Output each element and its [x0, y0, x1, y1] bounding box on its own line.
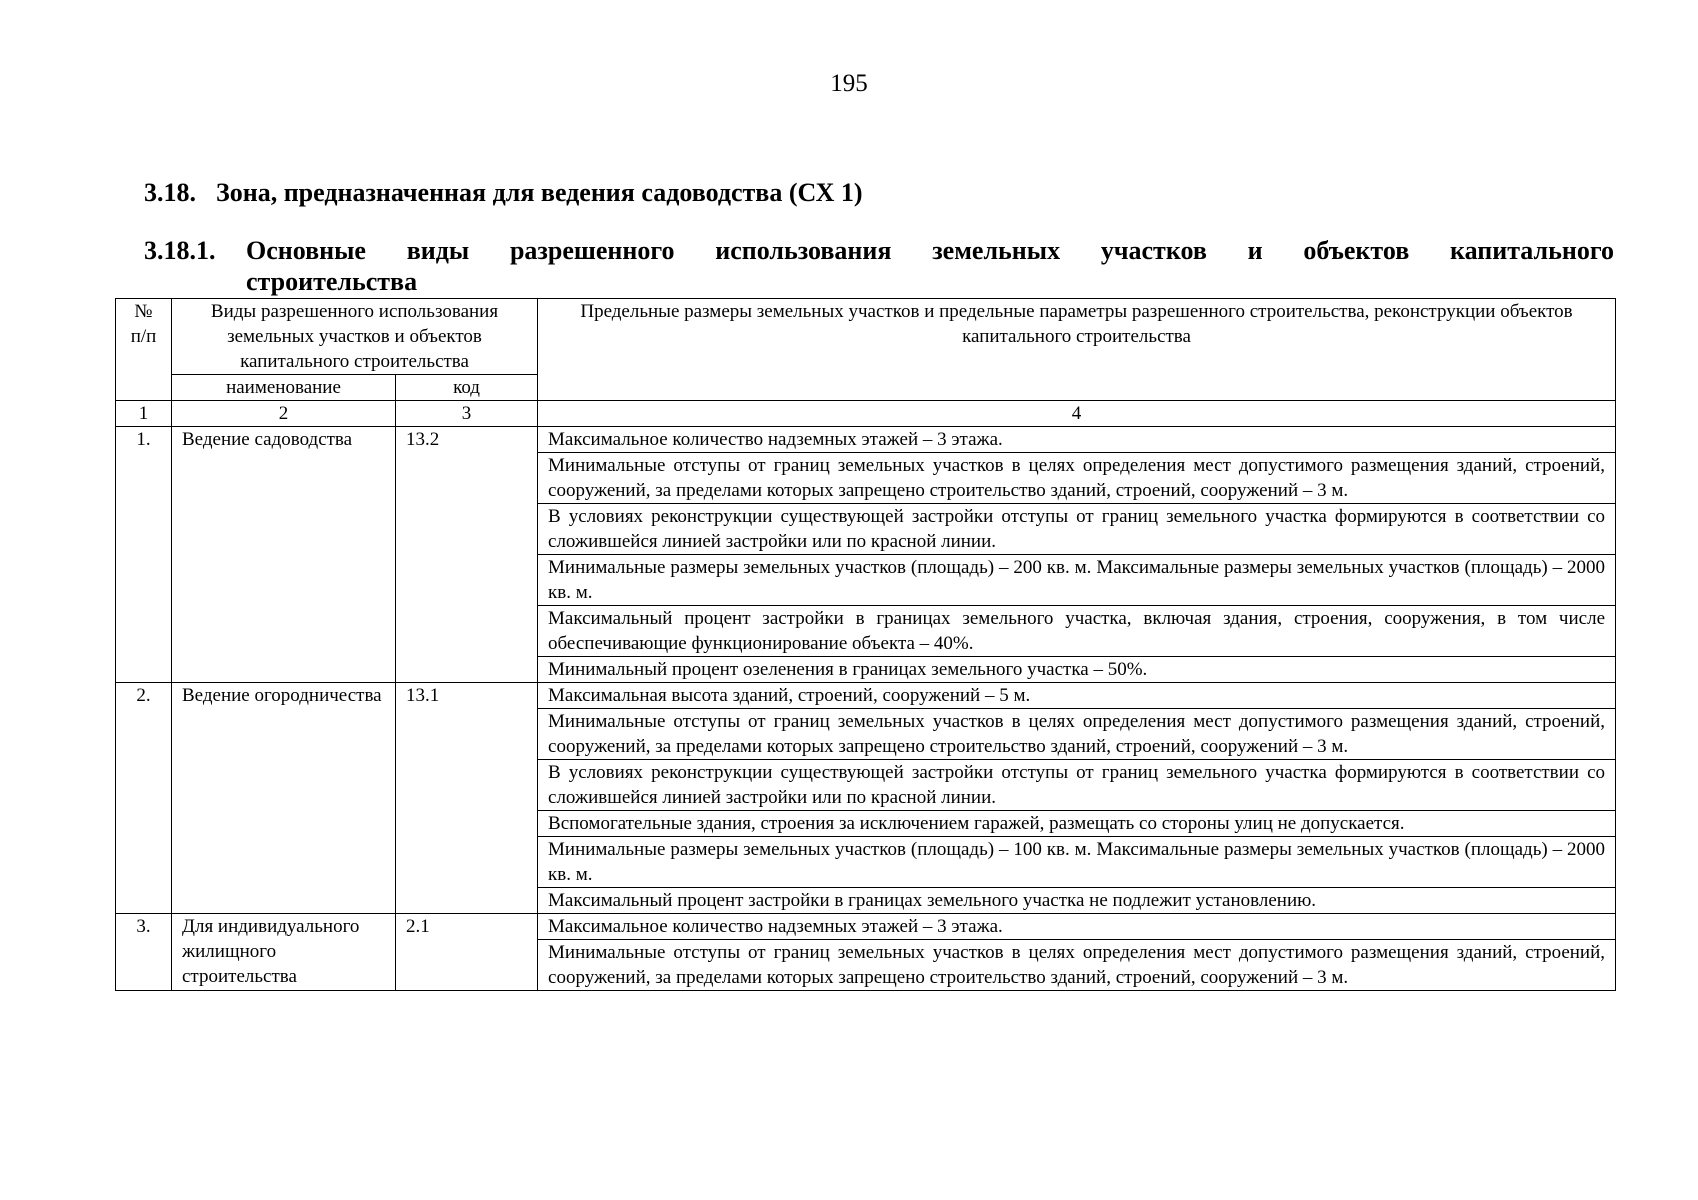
column-number-2: 2: [172, 401, 396, 427]
column-number-3: 3: [396, 401, 538, 427]
header-code: код: [396, 375, 538, 401]
section-number: 3.18.: [144, 178, 196, 207]
parameter-cell: Максимальный процент застройки в границах земельного участка не подлежит установлению.: [538, 888, 1616, 914]
parameter-cell: Минимальные размеры земельных участков (площадь) – 100 кв. м. Максимальные размеры земельных участков (площадь) – 2000 кв. м.: [538, 837, 1616, 888]
subsection-title-line1: Основные виды разрешенного использования земельных участков и объектов капитального: [246, 236, 1614, 265]
parameter-cell: Минимальные отступы от границ земельных участков в целях определения мест допустимого размещения зданий, строений, сооружений, за пределами которых запрещено строительство зданий, строений, сооружений – 3 м.: [538, 709, 1616, 760]
subsection-heading: [144, 235, 1614, 297]
use-type-code: 13.1: [396, 683, 538, 914]
parameter-cell: Максимальное количество надземных этажей – 3 этажа.: [538, 914, 1616, 940]
section-heading: [144, 178, 863, 208]
table-row: [116, 427, 1616, 453]
header-name: наименование: [172, 375, 396, 401]
table-row: [116, 683, 1616, 709]
use-type-name: Для индивидуального жилищного строительства: [172, 914, 396, 991]
row-number: 3.: [116, 914, 172, 991]
column-number-1: 1: [116, 401, 172, 427]
parameter-cell: Максимальное количество надземных этажей – 3 этажа.: [538, 427, 1616, 453]
table-row: [116, 914, 1616, 940]
parameter-cell: Минимальные отступы от границ земельных участков в целях определения мест допустимого размещения зданий, строений, сооружений, за пределами которых запрещено строительство зданий, строений, сооружений – 3 м.: [538, 940, 1616, 991]
parameter-cell: Максимальная высота зданий, строений, сооружений – 5 м.: [538, 683, 1616, 709]
use-type-name: Ведение садоводства: [172, 427, 396, 683]
use-type-name: Ведение огородничества: [172, 683, 396, 914]
land-use-table: [115, 298, 1616, 991]
use-type-code: 2.1: [396, 914, 538, 991]
row-number: 2.: [116, 683, 172, 914]
row-number: 1.: [116, 427, 172, 683]
header-use-types: Виды разрешенного использования земельных участков и объектов капитального строительства: [172, 299, 538, 375]
subsection-title-line2: строительства: [246, 267, 418, 296]
column-number-4: 4: [538, 401, 1616, 427]
parameter-cell: Минимальные отступы от границ земельных участков в целях определения мест допустимого размещения зданий, строений, сооружений, за пределами которых запрещено строительство зданий, строений, сооружений – 3 м.: [538, 453, 1616, 504]
header-parameters: Предельные размеры земельных участков и предельные параметры разрешенного строительства, реконструкции объектов капитального строительства: [538, 299, 1616, 401]
parameter-cell: Вспомогательные здания, строения за исключением гаражей, размещать со стороны улиц не допускается.: [538, 811, 1616, 837]
section-title: Зона, предназначенная для ведения садоводства (СХ 1): [216, 178, 863, 207]
subsection-number: 3.18.1.: [144, 236, 216, 265]
page-number: 195: [830, 70, 868, 97]
parameter-cell: В условиях реконструкции существующей застройки отступы от границ земельного участка формируются в соответствии со сложившейся линией застройки или по красной линии.: [538, 504, 1616, 555]
parameter-cell: Минимальный процент озеленения в границах земельного участка – 50%.: [538, 657, 1616, 683]
header-number: № п/п: [116, 299, 172, 401]
parameter-cell: В условиях реконструкции существующей застройки отступы от границ земельного участка формируются в соответствии со сложившейся линией застройки или по красной линии.: [538, 760, 1616, 811]
parameter-cell: Минимальные размеры земельных участков (площадь) – 200 кв. м. Максимальные размеры земельных участков (площадь) – 2000 кв. м.: [538, 555, 1616, 606]
parameter-cell: Максимальный процент застройки в границах земельного участка, включая здания, строения, сооружения, в том числе обеспечивающие функционирование объекта – 40%.: [538, 606, 1616, 657]
use-type-code: 13.2: [396, 427, 538, 683]
